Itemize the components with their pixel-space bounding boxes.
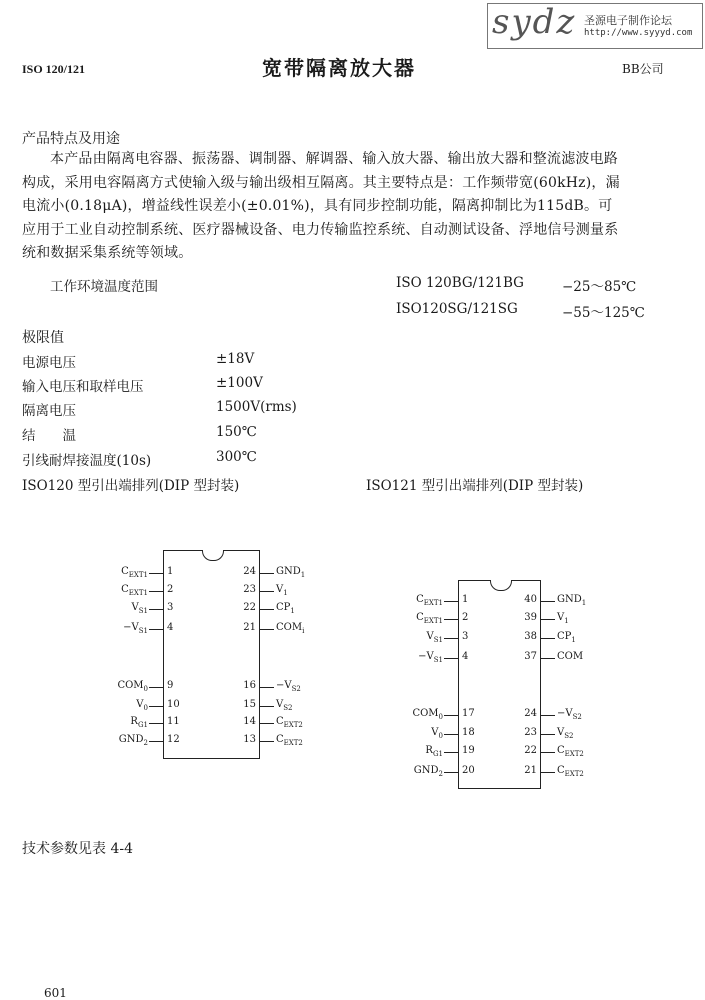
iso121-pin-number: 4: [462, 651, 469, 662]
iso120-pin-name: $COM_0$: [117, 680, 148, 693]
limit-label: 结 温: [22, 428, 76, 444]
iso121-pin-lead: [541, 752, 555, 753]
limit-label: 输入电压和取样电压: [22, 379, 144, 395]
features-line: 应用于工业自动控制系统、医疗器械设备、电力传输监控系统、自动测试设备、浮地信号测量系: [22, 221, 619, 238]
iso121-pin-number: 38: [524, 631, 537, 642]
limit-label: 引线耐焊接温度(10s): [22, 453, 152, 469]
watermark-logo: sydz: [492, 2, 577, 42]
features-heading: 产品特点及用途: [22, 131, 120, 147]
iso121-pin-number: 18: [462, 727, 475, 738]
iso121-pin-number: 40: [524, 594, 537, 605]
iso120-pin-number: 9: [167, 680, 174, 691]
model-number: ISO 120/121: [22, 62, 86, 76]
watermark-box: [487, 3, 703, 49]
iso121-pin-lead: [541, 619, 555, 620]
iso120-pin-name: $C_{EXT2}$: [276, 734, 303, 747]
iso121-pin-name: COM: [557, 651, 584, 662]
iso121-pin-name: $V_{S2}$: [557, 727, 574, 740]
company-name: BB公司: [622, 62, 664, 76]
iso120-pin-lead: [260, 609, 274, 610]
iso120-pin-name: $V_0$: [136, 699, 148, 712]
features-line: 统和数据采集系统等领域。: [22, 245, 193, 261]
page-number: 601: [44, 986, 67, 1000]
iso121-pin-lead: [541, 658, 555, 659]
iso120-pin-lead: [149, 629, 163, 630]
iso120-pin-lead: [149, 573, 163, 574]
iso120-pin-number: 3: [167, 602, 174, 613]
iso121-pin-number: 24: [524, 708, 537, 719]
iso121-pin-name: $CP_1$: [557, 631, 576, 644]
features-paragraph: [22, 148, 687, 266]
iso120-pin-name: $C_{EXT1}$: [121, 566, 148, 579]
iso120-pin-lead: [149, 706, 163, 707]
iso121-diagram-title: ISO121 型引出端排列(DIP 型封装): [366, 478, 584, 494]
limit-value: ±100V: [216, 375, 263, 391]
watermark-name: 圣源电子制作论坛: [584, 14, 672, 27]
limit-value: ±18V: [216, 351, 255, 367]
iso120-pin-lead: [149, 609, 163, 610]
iso121-pin-lead: [444, 658, 458, 659]
iso121-pin-lead: [444, 715, 458, 716]
iso121-pin-number: 22: [524, 745, 537, 756]
limits-heading: 极限值: [22, 330, 64, 346]
iso121-pin-lead: [444, 601, 458, 602]
iso120-pin-number: 15: [243, 699, 256, 710]
iso120-pin-lead: [149, 723, 163, 724]
iso121-pin-lead: [541, 772, 555, 773]
iso120-pin-name: $-V_{S2}$: [276, 680, 301, 693]
iso120-pin-lead: [260, 591, 274, 592]
iso121-pin-name: $COM_0$: [412, 708, 443, 721]
temp-model-1: ISO 120BG/121BG: [396, 275, 524, 291]
iso121-pin-name: $V_{S1}$: [426, 631, 443, 644]
iso121-pin-lead: [541, 715, 555, 716]
iso120-pin-name: $GND_1$: [276, 566, 306, 579]
iso121-pin-number: 20: [462, 765, 475, 776]
iso120-pin-name: $V_1$: [276, 584, 288, 597]
iso121-pin-number: 17: [462, 708, 475, 719]
iso121-pin-name: $V_0$: [431, 727, 443, 740]
iso120-pin-number: 14: [243, 716, 256, 727]
iso121-pin-number: 21: [524, 765, 537, 776]
iso121-pin-name: $-V_{S2}$: [557, 708, 582, 721]
temp-model-2: ISO120SG/121SG: [396, 301, 518, 317]
iso120-pin-number: 12: [167, 734, 180, 745]
temp-range-1: −25～85℃: [562, 279, 637, 295]
iso121-pin-name: $C_{EXT2}$: [557, 765, 584, 778]
iso121-pin-name: $R_{G1}$: [425, 745, 443, 758]
footnote: 技术参数见表 4-4: [22, 841, 133, 857]
iso121-pin-number: 3: [462, 631, 469, 642]
iso121-pin-name: $C_{EXT1}$: [416, 612, 443, 625]
iso120-pin-number: 10: [167, 699, 180, 710]
iso121-pin-lead: [541, 734, 555, 735]
iso120-pin-number: 13: [243, 734, 256, 745]
chip-notch: [490, 580, 512, 591]
limit-value: 1500V(rms): [216, 399, 297, 415]
iso120-pin-number: 4: [167, 622, 174, 633]
limit-value: 150℃: [216, 424, 257, 440]
iso121-pin-lead: [444, 638, 458, 639]
iso121-pin-name: $-V_{S1}$: [418, 651, 443, 664]
iso120-pin-number: 16: [243, 680, 256, 691]
iso120-pin-name: $C_{EXT2}$: [276, 716, 303, 729]
iso120-pin-number: 21: [243, 622, 256, 633]
iso120-pin-number: 24: [243, 566, 256, 577]
iso121-pin-lead: [444, 772, 458, 773]
iso120-pin-name: $GND_2$: [118, 734, 148, 747]
iso121-pin-lead: [444, 734, 458, 735]
iso121-pin-name: $GND_1$: [557, 594, 587, 607]
iso120-pin-lead: [260, 706, 274, 707]
iso120-pin-lead: [149, 591, 163, 592]
iso121-pin-lead: [541, 601, 555, 602]
iso121-pin-name: $C_{EXT1}$: [416, 594, 443, 607]
iso120-chip: [163, 550, 260, 759]
iso121-pin-lead: [541, 638, 555, 639]
features-line: 本产品由隔离电容器、振荡器、调制器、解调器、输入放大器、输出放大器和整流滤波电路: [50, 151, 618, 167]
iso120-pin-name: $COM_i$: [276, 622, 305, 635]
temp-range-2: −55～125℃: [562, 305, 645, 321]
iso121-pin-lead: [444, 752, 458, 753]
iso121-pin-number: 19: [462, 745, 475, 756]
iso120-pin-lead: [260, 741, 274, 742]
iso120-pin-name: $C_{EXT1}$: [121, 584, 148, 597]
iso121-pin-lead: [444, 619, 458, 620]
iso120-pin-name: $V_{S2}$: [276, 699, 293, 712]
iso121-pin-name: $C_{EXT2}$: [557, 745, 584, 758]
iso121-pin-name: $V_1$: [557, 612, 569, 625]
chip-notch: [202, 550, 224, 561]
iso121-pin-number: 23: [524, 727, 537, 738]
iso120-pin-number: 23: [243, 584, 256, 595]
iso120-pin-lead: [260, 629, 274, 630]
iso121-pin-name: $GND_2$: [413, 765, 443, 778]
limit-label: 电源电压: [22, 355, 76, 371]
iso120-pin-lead: [260, 687, 274, 688]
iso120-pin-lead: [149, 741, 163, 742]
iso120-pin-name: $V_{S1}$: [131, 602, 148, 615]
iso121-pin-number: 39: [524, 612, 537, 623]
iso120-pin-name: $-V_{S1}$: [123, 622, 148, 635]
iso120-pin-number: 2: [167, 584, 174, 595]
iso121-pin-number: 1: [462, 594, 469, 605]
iso120-pin-lead: [149, 687, 163, 688]
iso120-pin-name: $CP_1$: [276, 602, 295, 615]
iso120-diagram-title: ISO120 型引出端排列(DIP 型封装): [22, 478, 240, 494]
page-title: 宽带隔离放大器: [262, 56, 416, 80]
limit-value: 300℃: [216, 449, 257, 465]
features-line: 电流小(0.18μA)，增益线性误差小(±0.01%)，具有同步控制功能，隔离抑制比为115dB。可: [22, 198, 613, 214]
temp-label: 工作环境温度范围: [50, 279, 158, 295]
iso120-pin-lead: [260, 723, 274, 724]
iso120-pin-number: 1: [167, 566, 174, 577]
features-line: 构成，采用电容隔离方式使输入级与输出级相互隔离。其主要特点是：工作频带宽(60kHz)，漏: [22, 174, 620, 191]
iso121-pin-number: 37: [524, 651, 537, 662]
limit-label: 隔离电压: [22, 403, 76, 419]
iso120-pin-lead: [260, 573, 274, 574]
iso120-pin-number: 22: [243, 602, 256, 613]
iso120-pin-number: 11: [167, 716, 180, 727]
iso120-pin-name: $R_{G1}$: [130, 716, 148, 729]
iso121-pin-number: 2: [462, 612, 469, 623]
watermark-url: http://www.syyyd.com: [584, 28, 693, 38]
